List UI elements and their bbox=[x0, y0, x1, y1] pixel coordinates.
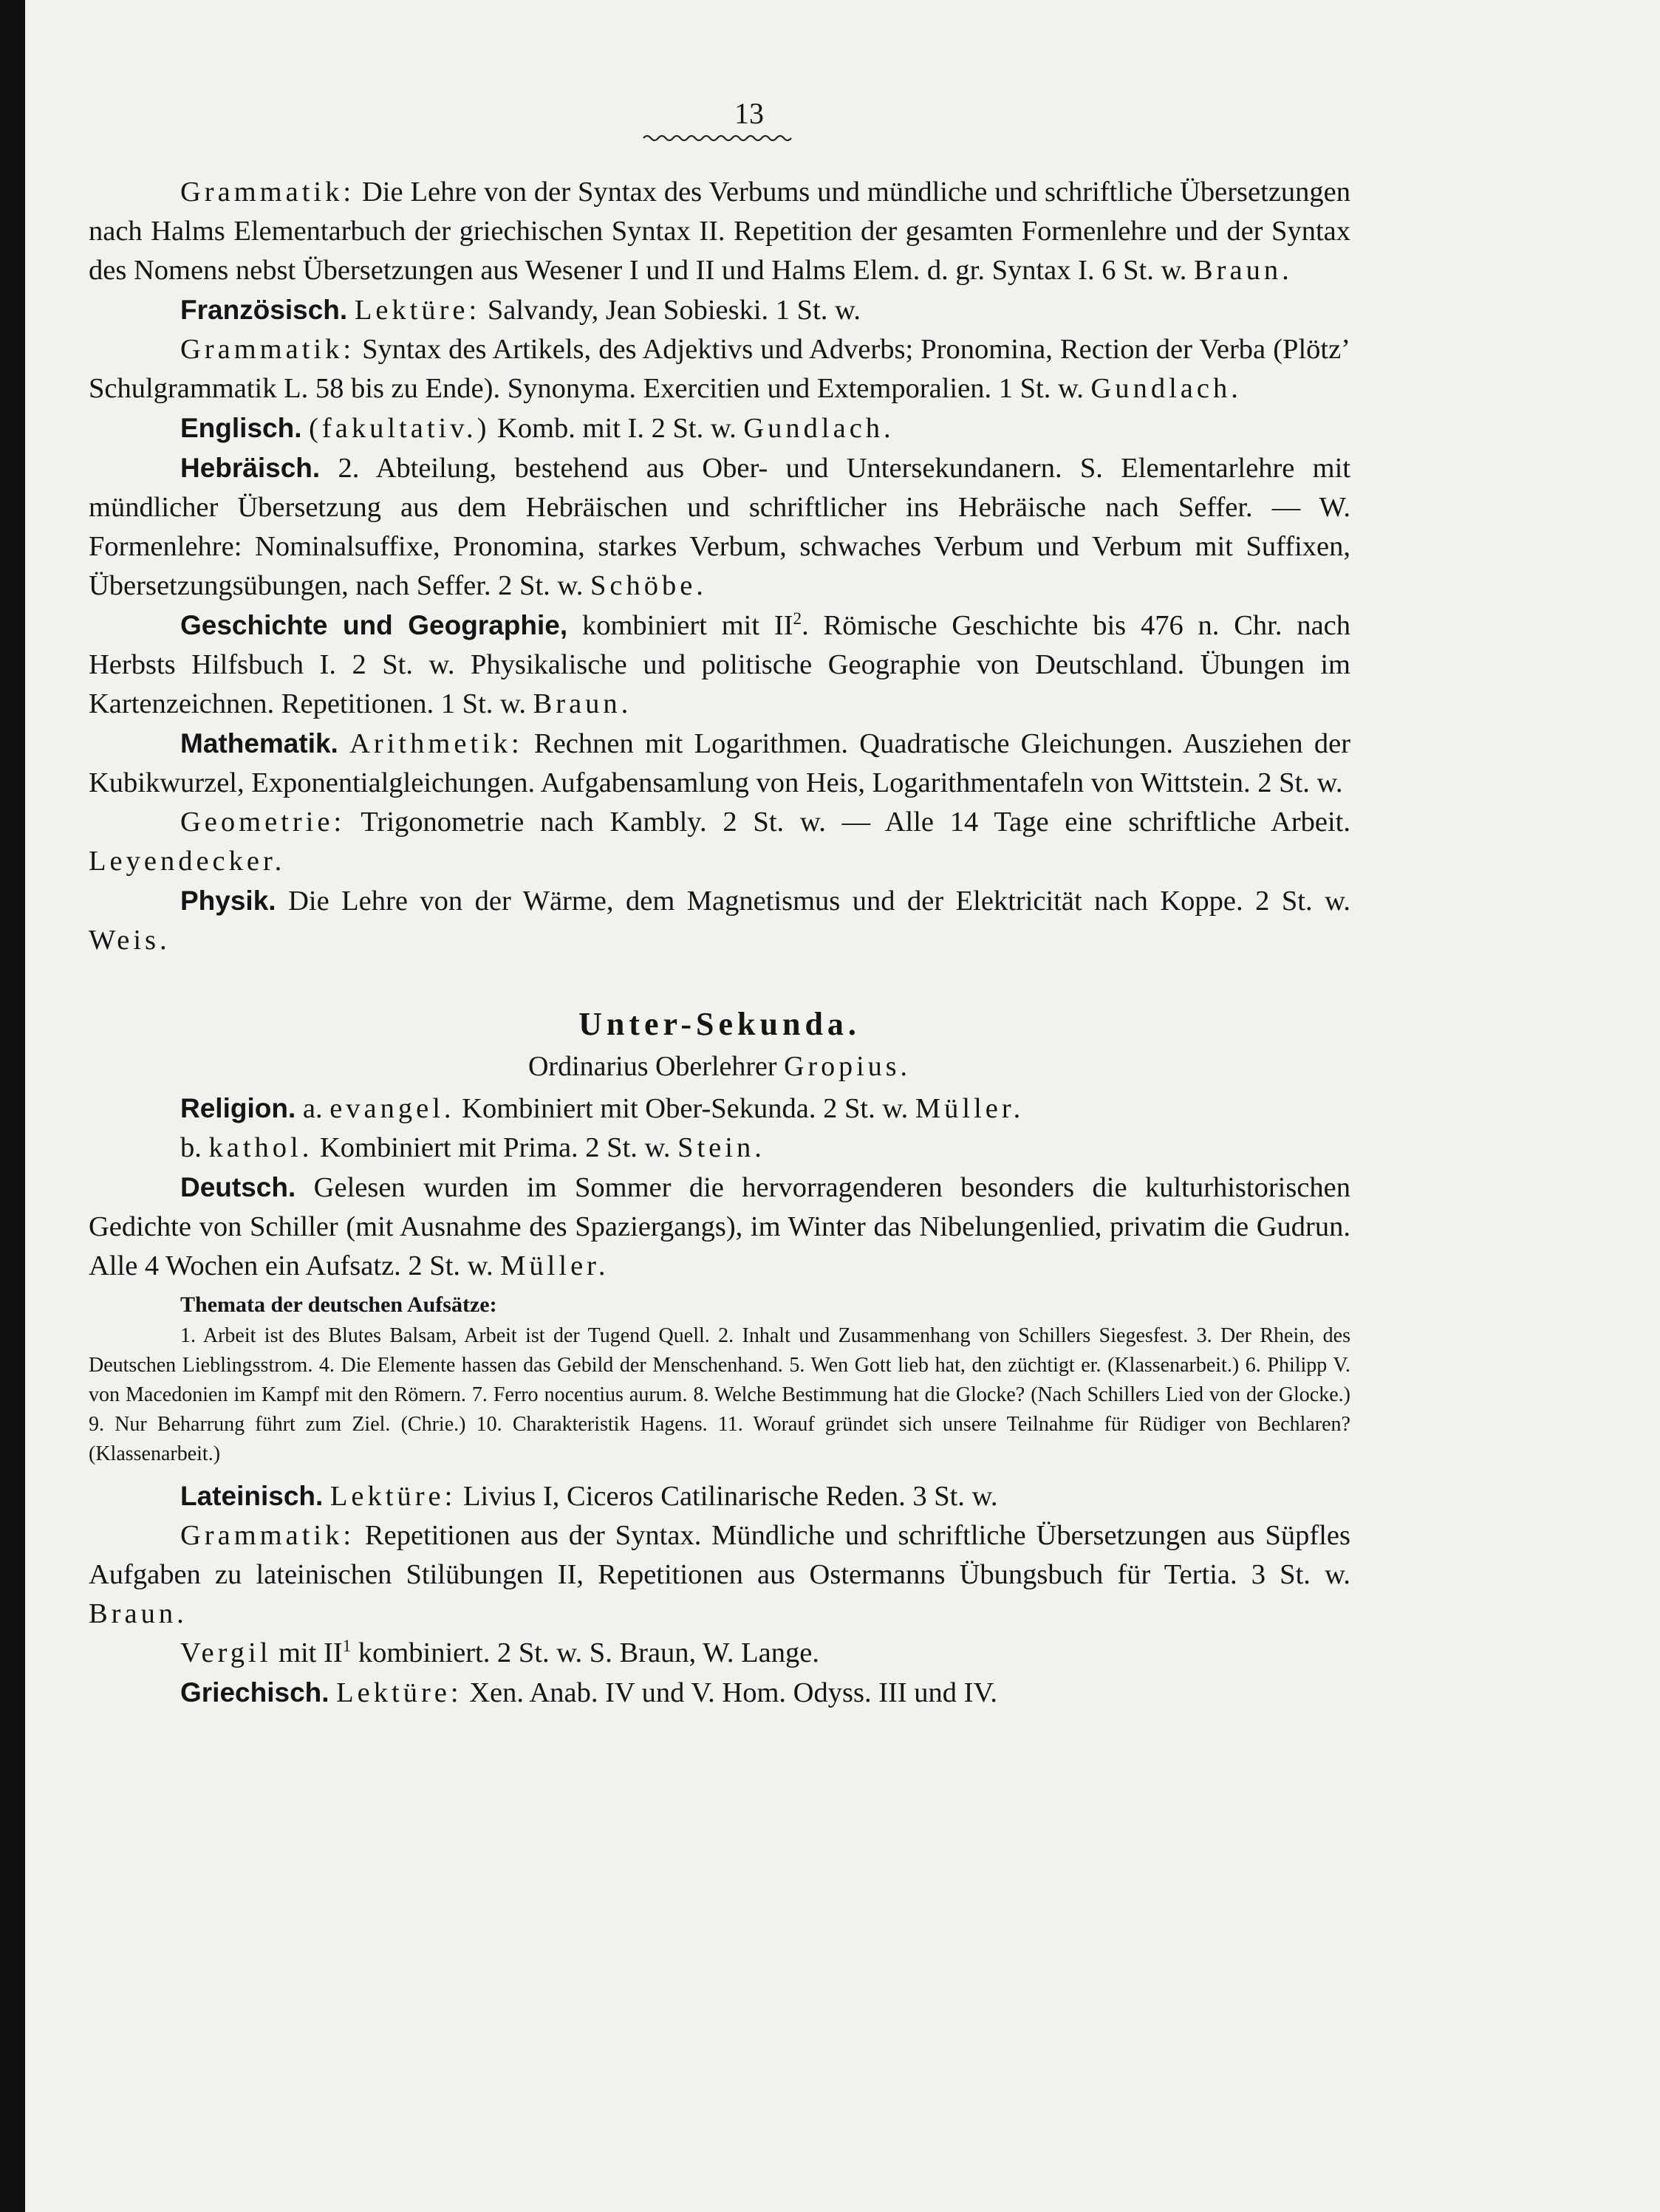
paragraph-religion-a bbox=[89, 1089, 1350, 1129]
religion-a-type: evangel. bbox=[329, 1093, 455, 1124]
label-geometrie: Geometrie: bbox=[180, 807, 346, 838]
subject-heading-griechisch: Griechisch. bbox=[180, 1677, 329, 1708]
teacher-name: Braun. bbox=[89, 1598, 188, 1629]
text-geometrie: Trigonometrie nach Kambly. 2 St. w. — Alle 14 Tage eine schriftliche Arbeit. bbox=[361, 807, 1351, 838]
text-arithmetik: Rechnen mit Logarithmen. Quadratische Gleichungen. Ausziehen der Kubikwurzel, Exponentialgleichungen. Aufgabensamlung von Heis, Logarithmentafeln von Wittstein. 2 St. w. bbox=[89, 728, 1351, 798]
label-arithmetik: Arithmetik: bbox=[349, 728, 523, 759]
religion-b-label: b. bbox=[180, 1132, 202, 1163]
page-number: 13 bbox=[734, 97, 764, 130]
text-lektuere: Xen. Anab. IV und V. Hom. Odyss. III und IV. bbox=[469, 1677, 997, 1708]
text-geschichte-a: kombiniert mit II bbox=[581, 610, 793, 641]
text-grammatik: Repetitionen aus der Syntax. Mündliche und schriftliche Übersetzungen aus Süpfles Aufgaben zu lateinischen Stilübungen II, Repetitionen aus Ostermanns Übungsbuch für Tertia. 3 St. w. bbox=[89, 1520, 1350, 1590]
paragraph-lateinisch-grammatik bbox=[89, 1516, 1350, 1634]
text-geschichte-b: . Römische Geschichte bis 476 n. Chr. nach Herbsts Hilfsbuch I. 2 St. w. Physikalische und politische Geographie von Deutschland. Übungen im Kartenzeichnen. Repetitionen. 1 St. w. bbox=[89, 610, 1351, 719]
subject-heading-deutsch: Deutsch. bbox=[180, 1172, 296, 1202]
paragraph-hebraeisch bbox=[89, 448, 1350, 606]
text-grammatik: Syntax des Artikels, des Adjektivs und Adverbs; Pronomina, Rection der Verba (Plötz’ Schulgrammatik L. 58 bis zu Ende). Synonyma. Exercitien und Extemporalien. 1 St. w. bbox=[89, 334, 1350, 404]
paragraph-religion-b bbox=[89, 1129, 1350, 1168]
text-deutsch: Gelesen wurden im Sommer die hervorragenderen besonders die kulturhistorischen Gedichte von Schiller (mit Ausnahme des Spaziergangs), im Winter das Nibelungenlied, privatim die Gudrun. Alle 4 Wochen ein Aufsatz. 2 St. w. bbox=[89, 1172, 1350, 1281]
text-vergil-b: kombiniert. 2 St. w. bbox=[358, 1637, 583, 1668]
text-lektuere: Salvandy, Jean Sobieski. 1 St. w. bbox=[487, 295, 861, 326]
teacher-name: Leyendecker. bbox=[89, 846, 286, 877]
teacher-name: Weis. bbox=[89, 925, 171, 956]
label-fakultativ: (fakultativ.) bbox=[309, 413, 491, 444]
paragraph-griechisch bbox=[89, 1673, 1350, 1713]
paragraph-franzoesisch bbox=[89, 290, 1350, 330]
teacher-name: Gundlach. bbox=[743, 413, 895, 444]
paragraph-grammatik-griechisch bbox=[89, 173, 1350, 290]
paragraph-geometrie bbox=[89, 803, 1350, 881]
subject-heading-physik: Physik. bbox=[180, 886, 276, 916]
themata-heading: Themata der deutschen Aufsätze: bbox=[180, 1292, 497, 1317]
teacher-name: Braun. bbox=[533, 688, 632, 719]
subject-heading-mathematik: Mathematik. bbox=[180, 728, 338, 759]
teacher-name: Gundlach. bbox=[1090, 373, 1242, 404]
teacher-name: Braun. bbox=[1194, 255, 1293, 286]
text-vergil-a: mit II bbox=[279, 1637, 343, 1668]
label-vergil: Vergil bbox=[180, 1637, 272, 1668]
paragraph-franzoesisch-grammatik bbox=[89, 330, 1350, 408]
ornament-squiggle bbox=[642, 133, 797, 143]
page-content bbox=[89, 96, 1350, 1713]
label-lektuere: Lektüre: bbox=[354, 295, 481, 326]
label-lektuere: Lektüre: bbox=[336, 1677, 462, 1708]
subject-heading-religion: Religion. bbox=[180, 1093, 296, 1123]
subject-heading-lateinisch: Lateinisch. bbox=[180, 1481, 324, 1511]
paragraph-deutsch bbox=[89, 1168, 1350, 1286]
paragraph-englisch bbox=[89, 408, 1350, 448]
subject-heading-hebraeisch: Hebräisch. bbox=[180, 453, 321, 483]
section-subtitle bbox=[89, 1047, 1350, 1086]
label-grammatik: Grammatik: bbox=[180, 1520, 355, 1551]
teacher-name: Müller. bbox=[500, 1250, 609, 1281]
document-page bbox=[25, 0, 1660, 2212]
subject-heading-franzoesisch: Französisch. bbox=[180, 295, 348, 325]
religion-b-type: kathol. bbox=[208, 1132, 313, 1163]
religion-a-label: a. bbox=[302, 1093, 323, 1124]
teacher-name: Schöbe. bbox=[590, 570, 707, 601]
themata-list: 1. Arbeit ist des Blutes Balsam, Arbeit ist der Tugend Quell. 2. Inhalt und Zusammenhang von Schillers Siegesfest. 3. Der Rhein, des Deutschen Lieblingsstrom. 4. Die Elemente hassen das Gebild der Menschenhand. 5. Wen Gott lieb hat, den züchtigt er. (Klassenarbeit.) 6. Philipp V. von Macedonien im Kampf mit den Römern. 7. Ferro nocentius aurum. 8. Welche Bestimmung hat die Glocke? (Nach Schillers Lied von der Glocke.) 9. Nur Beharrung führt zum Ziel. (Chrie.) 10. Charakteristik Hagens. 11. Worauf gründet sich unsere Teilnahme für Rüdiger von Bechlaren? (Klassenarbeit.) bbox=[89, 1324, 1350, 1465]
text-grammatik: Die Lehre von der Syntax des Verbums und mündliche und schriftliche Übersetzungen nach Halms Elementarbuch der griechischen Syntax II. Repetition der gesamten Formenlehre und der Syntax des Nomens nebst Übersetzungen aus Wesener I und II und Halms Elem. d. gr. Syntax I. 6 St. w. bbox=[89, 177, 1351, 286]
paragraph-vergil bbox=[89, 1634, 1350, 1673]
superscript: 1 bbox=[342, 1636, 352, 1656]
text-hebraeisch: 2. Abteilung, bestehend aus Ober- und Untersekundanern. S. Elementarlehre mit mündlicher Übersetzung aus dem Hebräischen und schriftlicher ins Hebräische nach Seffer. — W. Formenlehre: Nominalsuffixe, Pronomina, starkes Verbum, schwaches Verbum und Verbum mit Suffixen, Übersetzungsübungen, nach Seffer. 2 St. w. bbox=[89, 453, 1351, 601]
ordinarius-name: Gropius. bbox=[784, 1051, 912, 1082]
teacher-name: Stein. bbox=[677, 1132, 765, 1163]
text-lektuere: Livius I, Ciceros Catilinarische Reden. 3 St. w. bbox=[462, 1481, 998, 1512]
label-grammatik: Grammatik: bbox=[180, 177, 355, 208]
teacher-name: S. Braun, W. Lange. bbox=[589, 1637, 819, 1668]
subject-heading-geschichte: Geschichte und Geographie, bbox=[180, 610, 568, 640]
paragraph-lateinisch bbox=[89, 1476, 1350, 1516]
ordinarius-label: Ordinarius Oberlehrer bbox=[527, 1051, 777, 1082]
label-lektuere: Lektüre: bbox=[329, 1481, 457, 1512]
religion-a-text: Kombiniert mit Ober-Sekunda. 2 St. w. bbox=[462, 1093, 909, 1124]
teacher-name: Müller. bbox=[915, 1093, 1025, 1124]
section-title: Unter-Sekunda. bbox=[578, 1006, 861, 1042]
religion-b-text: Kombiniert mit Prima. 2 St. w. bbox=[319, 1132, 671, 1163]
paragraph-physik bbox=[89, 881, 1350, 960]
paragraph-mathematik bbox=[89, 724, 1350, 803]
text-physik: Die Lehre von der Wärme, dem Magnetismus und der Elektricität nach Koppe. 2 St. w. bbox=[288, 886, 1350, 917]
subject-heading-englisch: Englisch. bbox=[180, 413, 302, 443]
paragraph-geschichte bbox=[89, 606, 1350, 724]
label-grammatik: Grammatik: bbox=[180, 334, 355, 365]
superscript: 2 bbox=[793, 609, 802, 629]
text-englisch: Komb. mit I. 2 St. w. bbox=[497, 413, 737, 444]
